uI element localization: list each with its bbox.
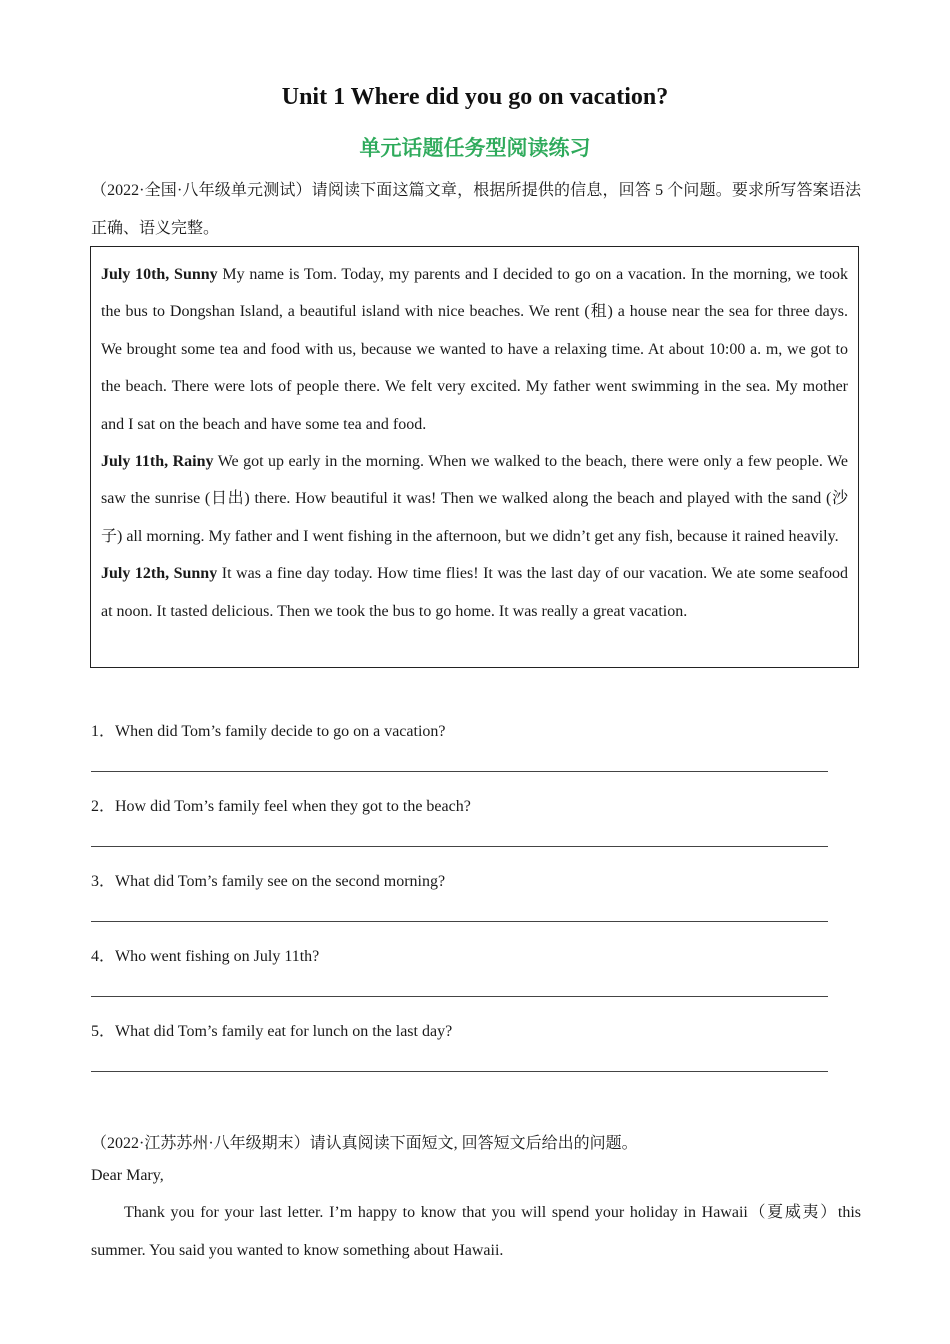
page-title: Unit 1 Where did you go on vacation? xyxy=(281,84,669,110)
section1-instruction: （2022·全国·八年级单元测试）请阅读下面这篇文章，根据所提供的信息，回答 5 个问题。要求所写答案语法正确、语义完整。 xyxy=(91,182,861,237)
diary-entry-heading: July 10th, Sunny xyxy=(101,266,218,283)
question-1: 1．When did Tom’s family decide to go on a vacation? xyxy=(91,723,446,740)
diary-entry-text: We got up early in the morning. When we walked to the beach, there were only a few people. We saw the sunrise (日出) there. How beautiful it was! Then we walked along the beach and played with the sand (沙子) all morning. My father and I went fishing in the afternoon, but we didn’t get any fish, because it rained heavily. xyxy=(101,453,848,545)
question-3: 3．What did Tom’s family see on the second morning? xyxy=(91,873,446,890)
answer-line-5[interactable] xyxy=(91,1071,828,1072)
diary-entry-heading: July 12th, Sunny xyxy=(101,565,218,583)
question-2: 2．How did Tom’s family feel when they got to the beach? xyxy=(91,798,471,815)
page-subtitle: 单元话题任务型阅读练习 xyxy=(359,136,591,160)
letter-greeting: Dear Mary, xyxy=(91,1167,164,1184)
answer-line-1[interactable] xyxy=(91,771,828,772)
answer-line-2[interactable] xyxy=(91,846,828,847)
question-4: 4．Who went fishing on July 11th? xyxy=(91,948,320,965)
reading-passage-box xyxy=(90,246,859,668)
question-5: 5．What did Tom’s family eat for lunch on the last day? xyxy=(91,1023,453,1040)
diary-entry xyxy=(101,443,848,555)
diary-entry xyxy=(101,256,848,443)
answer-line-4[interactable] xyxy=(91,996,828,997)
section2-instruction: （2022·江苏苏州·八年级期末）请认真阅读下面短文, 回答短文后给出的问题。 xyxy=(91,1135,638,1152)
letter-paragraph: Thank you for your last letter. I’m happy to know that you will spend your holiday in Hawaii（夏威夷）this summer. You said you wanted to know something about Hawaii. xyxy=(91,1204,861,1259)
diary-entry-heading: July 11th, Rainy xyxy=(101,453,214,471)
diary-entry-text: My name is Tom. Today, my parents and I decided to go on a vacation. In the morning, we took the bus to Dongshan Island, a beautiful island with nice beaches. We rent (租) a house near the sea for three days. We brought some tea and food with us, because we wanted to have a relaxing time. At about 10:00 a. m, we got to the beach. There were lots of people there. We felt very excited. My father went swimming in the sea. My mother and I sat on the beach and have some tea and food. xyxy=(101,266,848,433)
diary-entry xyxy=(101,555,848,630)
diary-entry-text: It was a fine day today. How time flies! It was the last day of our vacation. We ate some seafood at noon. It tasted delicious. Then we took the bus to go home. It was really a great vacation. xyxy=(101,565,848,620)
answer-line-3[interactable] xyxy=(91,921,828,922)
